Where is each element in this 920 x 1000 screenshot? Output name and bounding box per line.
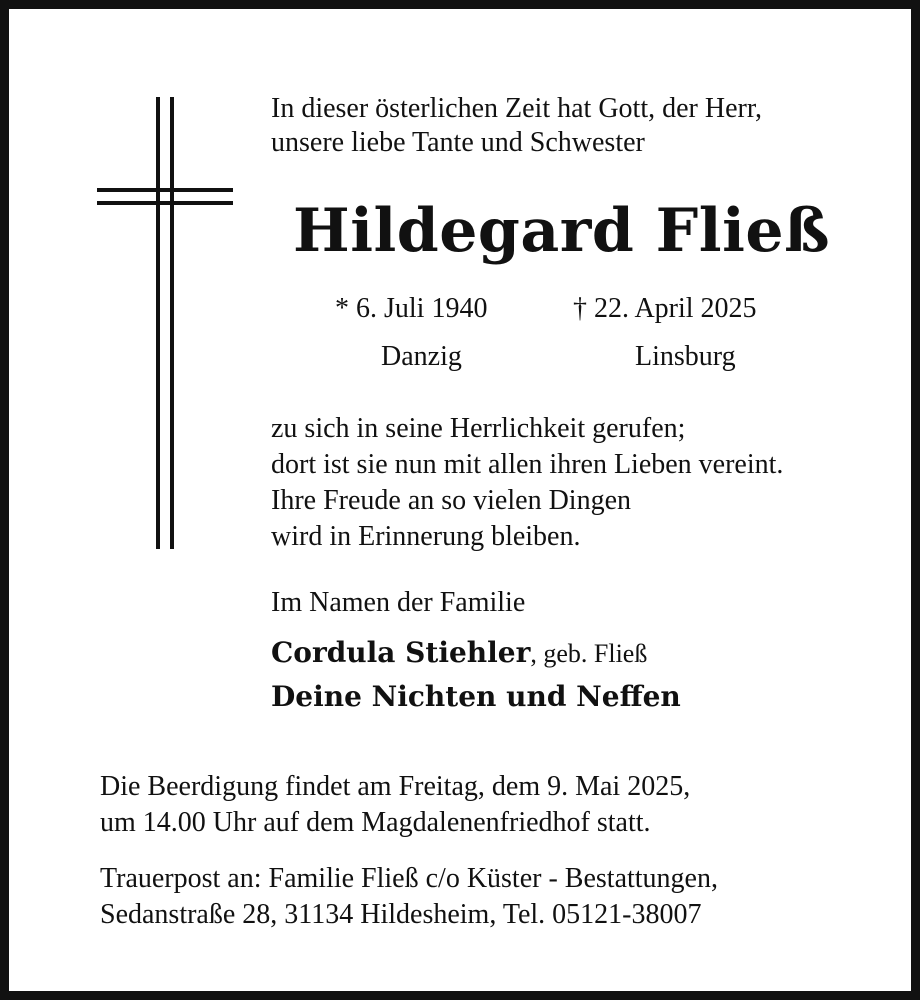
death-date: † 22. April 2025 xyxy=(573,293,757,324)
signature-name-1-suffix: , geb. Fließ xyxy=(530,639,648,668)
body-line-3: Ihre Freude an so vielen Dingen xyxy=(271,485,631,516)
cross-icon xyxy=(97,97,233,549)
body-line-1: zu sich in seine Herrlichkeit gerufen; xyxy=(271,413,686,444)
mourning-mail-line-1: Trauerpost an: Familie Fließ c/o Küster - Bestattungen, xyxy=(100,863,718,894)
mourning-mail-line-2: Sedanstraße 28, 31134 Hildesheim, Tel. 05121-38007 xyxy=(100,899,702,930)
intro-line-1: In dieser österlichen Zeit hat Gott, der Herr, xyxy=(271,93,763,124)
funeral-line-1: Die Beerdigung findet am Freitag, dem 9. Mai 2025, xyxy=(100,771,691,802)
birth-place: Danzig xyxy=(381,341,462,372)
family-intro: Im Namen der Familie xyxy=(271,587,526,618)
death-place: Linsburg xyxy=(635,341,736,372)
body-line-2: dort ist sie nun mit allen ihren Lieben vereint. xyxy=(271,449,784,480)
deceased-name: Hildegard Fließ xyxy=(293,196,831,266)
birth-date: * 6. Juli 1940 xyxy=(335,293,488,324)
signature-line-2: Deine Nichten und Neffen xyxy=(271,680,681,713)
body-line-4: wird in Erinnerung bleiben. xyxy=(271,521,581,552)
funeral-line-2: um 14.00 Uhr auf dem Magdalenenfriedhof statt. xyxy=(100,807,651,838)
signature-name-1: Cordula Stiehler xyxy=(271,636,531,669)
intro-line-2: unsere liebe Tante und Schwester xyxy=(271,127,645,158)
signature-line-1 xyxy=(271,636,648,669)
